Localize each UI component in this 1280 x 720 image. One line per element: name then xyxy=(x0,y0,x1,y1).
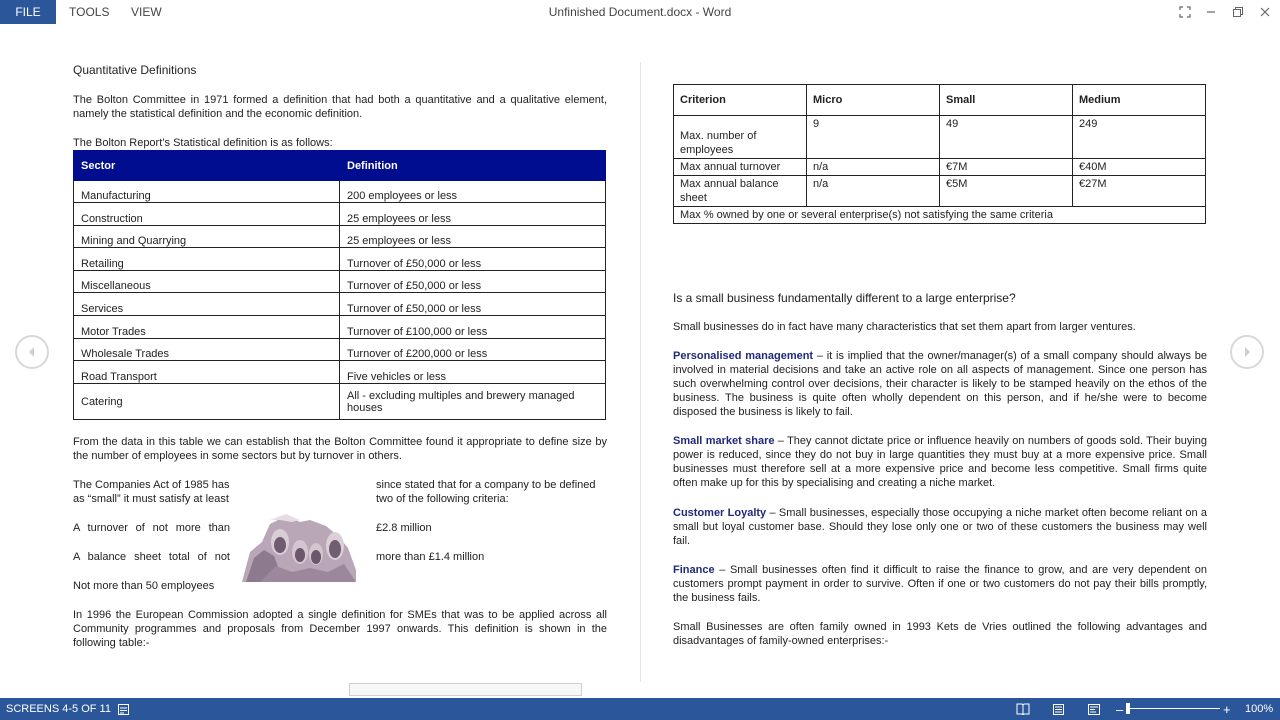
table-row xyxy=(74,383,606,419)
definition-cell: Five vehicles or less xyxy=(340,361,606,384)
medium-cell: €40M xyxy=(1073,159,1206,176)
small-cell: €5M xyxy=(940,176,1073,207)
table-row xyxy=(74,270,606,293)
table-row xyxy=(74,293,606,316)
header-sector: Sector xyxy=(74,151,340,181)
criterion-cell: Max. number of employees xyxy=(674,116,807,159)
closing-paragraph-right: Small Businesses are often family owned in 1993 Kets de Vries outlined the following advantages and disadvantages of family-owned enterprises:- xyxy=(673,621,1207,647)
section-heading-quantitative: Quantitative Definitions xyxy=(73,63,197,77)
term-small-market-share: Small market share xyxy=(673,435,775,447)
sector-cell: Catering xyxy=(74,383,340,419)
micro-cell: 9 xyxy=(807,116,940,159)
document-title: Unfinished Document.docx - Word xyxy=(548,5,732,19)
zoom-slider-track[interactable] xyxy=(1128,708,1220,709)
screen-counter[interactable]: SCREENS 4-5 OF 11 xyxy=(6,703,111,715)
mount-rushmore-image xyxy=(240,512,358,584)
micro-cell: n/a xyxy=(807,159,940,176)
definition-cell: 25 employees or less xyxy=(340,225,606,248)
tab-view[interactable]: VIEW xyxy=(131,5,162,19)
header-medium: Medium xyxy=(1073,85,1206,116)
criterion-cell: Max annual turnover xyxy=(674,159,807,176)
zoom-in-button[interactable]: + xyxy=(1223,701,1231,717)
page-divider xyxy=(640,62,641,682)
definition-cell: 25 employees or less xyxy=(340,203,606,226)
table-row xyxy=(674,176,1206,207)
table-row xyxy=(74,225,606,248)
sector-cell: Manufacturing xyxy=(74,181,340,203)
minimize-icon[interactable] xyxy=(1202,3,1220,21)
definition-cell: 200 employees or less xyxy=(340,181,606,203)
read-mode-icon[interactable] xyxy=(1016,698,1030,720)
table-row xyxy=(74,315,606,338)
intro-paragraph: The Bolton Committee in 1971 formed a definition that had both a quantitative and a qualitative element, namely the statistical definition and the economic definition. xyxy=(73,94,607,120)
employees-criterion: Not more than 50 employees xyxy=(73,580,215,592)
turnover-right: £2.8 million xyxy=(376,522,432,534)
status-bar xyxy=(0,698,1280,720)
medium-cell: 249 xyxy=(1073,116,1206,159)
paragraph-small-market-share xyxy=(673,434,1207,490)
document-area[interactable] xyxy=(0,24,1280,698)
previous-screen-button[interactable] xyxy=(15,335,49,369)
table-row xyxy=(674,159,1206,176)
paragraph-finance xyxy=(673,563,1207,605)
next-screen-button[interactable] xyxy=(1230,335,1264,369)
paragraph-customer-loyalty xyxy=(673,506,1207,548)
footer-cell: Max % owned by one or several enterprise(s) not satisfying the same criteria xyxy=(674,207,1206,224)
paragraph-text: – They cannot dictate price or influence heavily on numbers of goods sold. Their buying power is reduced, since they do not buy in large quantities they must buy at a more expensive price. Small businesses must therefore sell at a more expensive price and become less competitive. Small firms quite often make up for this by specialising and creating a niche market. xyxy=(673,435,1207,489)
right-intro: Small businesses do in fact have many characteristics that set them apart from larger ventures. xyxy=(673,321,1136,333)
criterion-cell: Max annual balance sheet xyxy=(674,176,807,207)
table-row xyxy=(674,116,1206,159)
table-row xyxy=(74,203,606,226)
companies-act-right: since stated that for a company to be defined two of the following criteria: xyxy=(376,479,596,505)
paragraph-text: – Small businesses often find it difficult to raise the finance to grow, and are very dependent on customers prompt payment in order to survive. Often if one or two customers do not pay their bills promptly, the business fails. xyxy=(673,564,1207,604)
sector-cell: Mining and Quarrying xyxy=(74,225,340,248)
sector-cell: Road Transport xyxy=(74,361,340,384)
tab-file[interactable]: FILE xyxy=(0,0,56,24)
fullscreen-icon[interactable] xyxy=(1176,3,1194,21)
table-header-row xyxy=(74,151,606,181)
sector-cell: Miscellaneous xyxy=(74,270,340,293)
tab-tools[interactable]: TOOLS xyxy=(69,5,110,19)
header-small: Small xyxy=(940,85,1073,116)
balance-left: A balance sheet total of not xyxy=(73,551,230,563)
sme-criteria-table xyxy=(673,84,1206,224)
small-cell: €7M xyxy=(940,159,1073,176)
table-row xyxy=(674,207,1206,224)
companies-act-left: The Companies Act of 1985 has as “small” it must satisfy at least xyxy=(73,479,230,505)
sector-cell: Services xyxy=(74,293,340,316)
proofing-icon[interactable] xyxy=(117,698,130,720)
after-table-paragraph: From the data in this table we can establish that the Bolton Committee found it appropriate to define size by the number of employees in some sectors but by turnover in others. xyxy=(73,436,607,462)
term-finance: Finance xyxy=(673,564,715,576)
zoom-out-button[interactable]: – xyxy=(1116,701,1124,717)
medium-cell: €27M xyxy=(1073,176,1206,207)
sector-cell: Retailing xyxy=(74,248,340,271)
table-caption: The Bolton Report’s Statistical definition is as follows: xyxy=(73,137,333,149)
section-heading-small-business: Is a small business fundamentally different to a large enterprise? xyxy=(673,291,1016,305)
print-layout-icon[interactable] xyxy=(1052,698,1065,720)
arrow-right-icon xyxy=(1241,346,1253,358)
turnover-left: A turnover of not more than xyxy=(73,522,230,534)
title-bar xyxy=(0,0,1280,24)
balance-right: more than £1.4 million xyxy=(376,551,485,563)
zoom-level[interactable]: 100% xyxy=(1245,703,1274,715)
close-icon[interactable] xyxy=(1256,3,1274,21)
definition-cell: Turnover of £50,000 or less xyxy=(340,248,606,271)
sector-cell: Motor Trades xyxy=(74,315,340,338)
horizontal-scrollbar[interactable] xyxy=(349,683,582,696)
sector-cell: Wholesale Trades xyxy=(74,338,340,361)
micro-cell: n/a xyxy=(807,176,940,207)
table-row xyxy=(74,338,606,361)
header-micro: Micro xyxy=(807,85,940,116)
bolton-definition-table xyxy=(73,150,606,420)
definition-cell: Turnover of £50,000 or less xyxy=(340,293,606,316)
header-criterion: Criterion xyxy=(674,85,807,116)
definition-cell: Turnover of £50,000 or less xyxy=(340,270,606,293)
web-layout-icon[interactable] xyxy=(1087,698,1101,720)
sector-cell: Construction xyxy=(74,203,340,226)
table-row xyxy=(74,361,606,384)
definition-cell: Turnover of £200,000 or less xyxy=(340,338,606,361)
table-row xyxy=(74,248,606,271)
header-definition: Definition xyxy=(340,151,606,181)
term-customer-loyalty: Customer Loyalty xyxy=(673,507,767,519)
paragraph-text: – Small businesses, especially those occupying a niche market often become reliant on a small but loyal customer base. Should they lose only one or two of these customers the business may well fail. xyxy=(673,507,1207,547)
table-header-row xyxy=(674,85,1206,116)
definition-cell: All - excluding multiples and brewery managed houses xyxy=(340,383,606,419)
term-personalised-management: Personalised management xyxy=(673,350,814,362)
arrow-left-icon xyxy=(26,346,38,358)
small-cell: 49 xyxy=(940,116,1073,159)
paragraph-personalised-management xyxy=(673,349,1207,419)
paragraph-text: – it is implied that the owner/manager(s) of a small company should always be involved in material decisions and take an active role on all aspects of management. Since one person has such overwhelming control over decisions, their character is likely to be stamped heavily on the ethos of the business. The business is quite often wholly dependent on this person, and if he/she were to become disposed the business is likely to fail. xyxy=(673,350,1207,418)
zoom-slider-thumb[interactable] xyxy=(1126,703,1130,714)
closing-paragraph-left: In 1996 the European Commission adopted a single definition for SMEs that was to be applied across all Community programmes and proposals from December 1997 onwards. This definition is shown in the following table:- xyxy=(73,609,607,649)
restore-icon[interactable] xyxy=(1229,3,1247,21)
table-row xyxy=(74,181,606,203)
definition-cell: Turnover of £100,000 or less xyxy=(340,315,606,338)
